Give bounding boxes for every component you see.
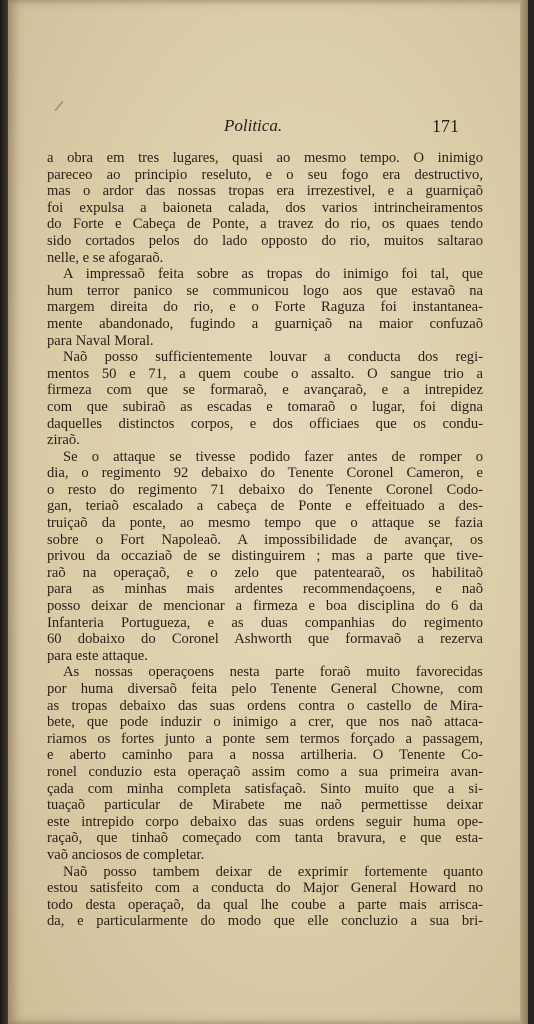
text-line: sido cortados pelos do lado opposto do rio, muitos saltarao	[47, 232, 483, 249]
text-line: para as minhas mais ardentes recommendaçoens, e naõ	[47, 581, 483, 598]
text-line: Naõ posso tambem deixar de exprimir fortemente quanto	[63, 863, 483, 880]
text-line: todo desta operaçaõ, da qual lhe coube a parte mais arrisca-	[47, 896, 483, 913]
body-text	[47, 150, 483, 930]
text-line: mentos 50 e 71, a quem coube o assalto. O sangue trio a	[47, 365, 483, 382]
text-line: para este attaque.	[47, 647, 148, 664]
text-line: margem direita do rio, e o Forte Raguza foi instantanea-	[47, 299, 483, 316]
text-line: ziraõ.	[47, 432, 80, 449]
text-line: mas o ardor das nossas tropas era irrezestivel, e a guarniçaõ	[47, 183, 483, 200]
page-header	[0, 114, 534, 140]
text-line: estou satisfeito com a conducta do Major General Howard no	[47, 880, 483, 897]
text-line: do Forte e Cabeça de Ponte, a travez do rio, os quaes tendo	[47, 216, 483, 233]
text-line: gan, teriaõ escalado a cabeça de Ponte e effeituado a des-	[47, 498, 483, 515]
text-line: posso deixar de mencionar a firmeza e boa disciplina do 6 da	[47, 598, 483, 615]
text-line: dia, o regimento 92 debaixo do Tenente Coronel Cameron, e	[47, 465, 483, 482]
text-line: vaõ anciosos de completar.	[47, 846, 205, 863]
text-line: pareceo ao principio reseluto, e o seu fogo era destructivo,	[47, 166, 483, 183]
text-line: riamos os fortes junto a ponte sem termos forçado a passagem,	[47, 730, 483, 747]
text-line: por huma diversaõ feita pelo Tenente General Chowne, com	[47, 681, 483, 697]
text-line: o resto do regimento 71 debaixo do Tenente Coronel Codo-	[47, 481, 483, 498]
text-line: 60 dobaixo do Coronel Ashworth que formavaõ a rezerva	[47, 631, 483, 648]
text-line: As nossas operaçoens nesta parte foraõ muito favorecidas	[63, 664, 483, 681]
text-line: hum terror panico se communicou logo aos que estavaõ na	[47, 282, 483, 299]
text-line: Naõ posso sufficientemente louvar a conducta dos regi-	[63, 349, 483, 366]
text-line: a obra em tres lugares, quasi ao mesmo tempo. O inimigo	[47, 150, 483, 166]
text-line: ronel conduzio esta operaçaõ assim como a sua primeira avan-	[47, 763, 483, 780]
text-line: privou da occaziaõ de se distinguirem ; mas a parte que tive-	[47, 548, 483, 565]
text-line: da, e particularmente do modo que elle concluzio a sua bri-	[47, 913, 483, 930]
text-line: as tropas debaixo das suas ordens contra o castello de Mira-	[47, 697, 483, 714]
text-line: com que subiraõ as escadas e tomaraõ o lugar, foi digna	[47, 398, 483, 415]
running-title: Politica.	[224, 116, 283, 135]
text-line: çada com minha completa satisfaçaõ. Sinto muito que a si-	[47, 780, 483, 797]
text-line: raçaõ, que tinhaõ começado com tanta bravura, e que esta-	[47, 830, 483, 847]
text-line: nelle, e se afogaraõ.	[47, 249, 164, 266]
text-line: sobre o Fort Napoleaõ. A impossibilidade de avançar, os	[47, 531, 483, 548]
text-line: e aberto caminho para a nossa artilheria. O Tenente Co-	[47, 747, 483, 764]
text-line: para Naval Moral.	[47, 332, 154, 349]
text-line: Se o attaque se tivesse podido fazer antes de romper o	[63, 448, 483, 465]
text-line: tuaçaõ particular de Mirabete me naõ permettisse deixar	[47, 797, 483, 814]
text-line: daquelles distinctos corpos, e dos officiaes que os condu-	[47, 415, 483, 432]
page-edge	[520, 0, 528, 1024]
page-number: 171	[432, 116, 459, 136]
text-line: mente abandonado, fugindo a guarniçaõ na maior confuzaõ	[47, 315, 483, 332]
text-line: truiçaõ da ponte, ao mesmo tempo que o attaque se fazia	[47, 515, 483, 532]
text-line: raõ na operaçaõ, e o zelo que patentearaõ, os habilitaõ	[47, 564, 483, 581]
text-line: firmeza com que se formaraõ, e avançaraõ, e a intrepidez	[47, 382, 483, 399]
text-line: bete, que pode induzir o inimigo a crer, que nos naõ attaca-	[47, 714, 483, 731]
text-line: A impressaõ feita sobre as tropas do inimigo foi tal, que	[63, 266, 483, 283]
text-line: Infanteria Portugueza, e as duas companhias do regimento	[47, 614, 483, 631]
text-line: foi expulsa a baioneta calada, dos varios intrincheiramentos	[47, 199, 483, 216]
text-line: este intrepido corpo debaixo das suas ordens seguir huma ope-	[47, 813, 483, 830]
